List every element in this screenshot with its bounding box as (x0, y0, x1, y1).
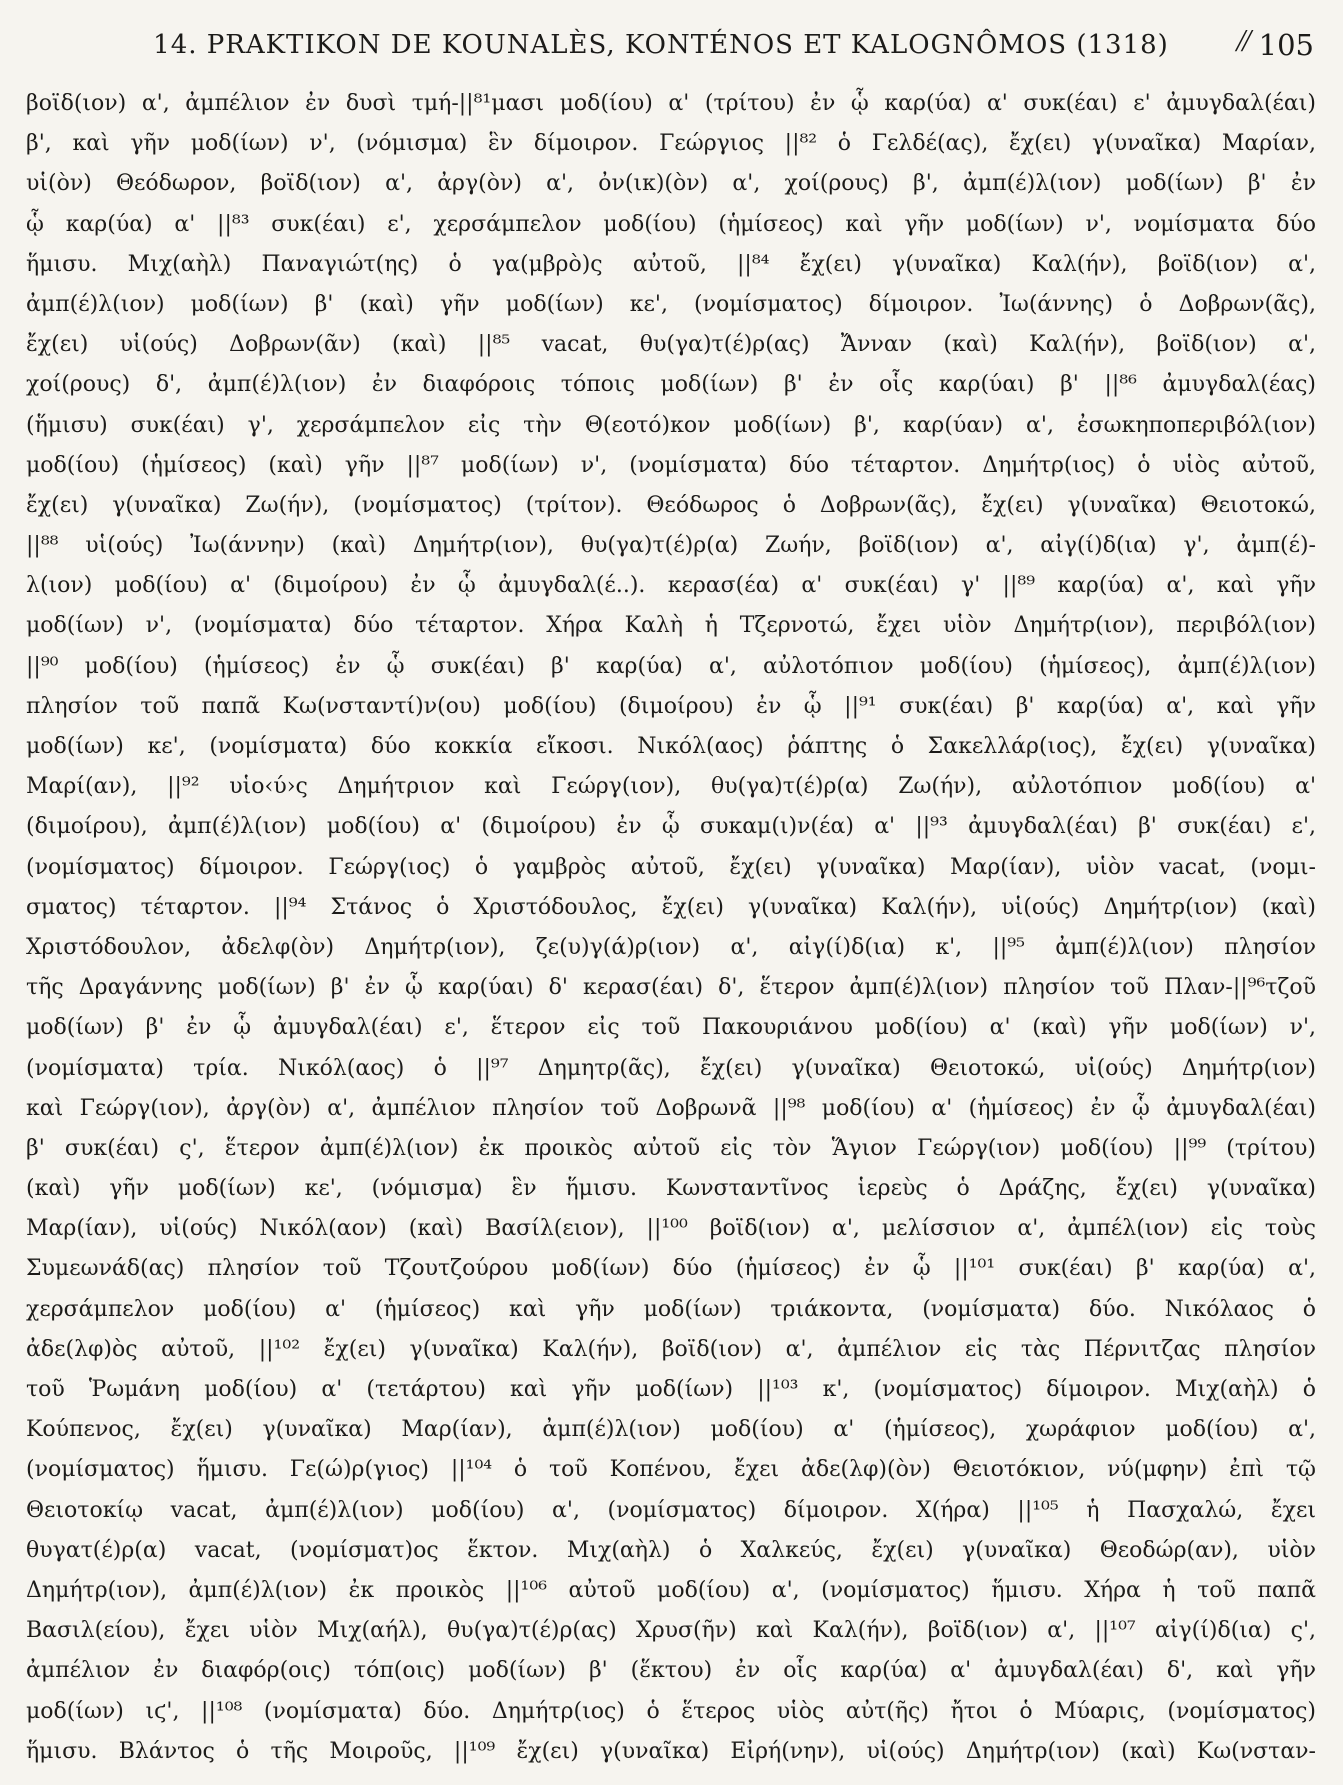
text-line: ἀμπέλιον ἐν διαφόρ(οις) τόπ(οις) μοδ(ίων) β' (ἕκτου) ἐν οἷς καρ(ύα) α' ἀμυγδαλ(έαι) δ', καὶ γῆν (26, 1658, 1316, 1684)
running-head (16, 22, 1314, 68)
text-line: βοϊδ(ιον) α', ἀμπέλιον ἐν δυσὶ τμή-||⁸¹μασι μοδ(ίου) α' (τρίτου) ἐν ᾧ καρ(ύα) α' συκ(έαι) ε' ἀμυγδαλ(έαι) (26, 91, 1316, 116)
text-line: χοί(ρους) δ', ἀμπ(έ)λ(ιον) ἐν διαφόροις τόποις μοδ(ίων) β' ἐν οἷς καρ(ύαι) β' ||⁸⁶ ἀμυγδαλ(έας) (26, 372, 1316, 398)
text-line: λ(ιον) μοδ(ίου) α' (διμοίρου) ἐν ᾧ ἀμυγδαλ(έ..). κερασ(έα) α' συκ(έαι) γ' ||⁸⁹ καρ(ύα) α', καὶ γῆν (26, 573, 1316, 599)
text-line: ἀδε(λφ)ὸς αὐτοῦ, ||¹⁰² ἔχ(ει) γ(υναῖκα) Καλ(ήν), βοϊδ(ιον) α', ἀμπέλιον εἰς τὰς Πέρνιτζας πλησίον (26, 1336, 1316, 1362)
text-line: ἥμισυ. Βλάντος ὁ τῆς Μοιροῦς, ||¹⁰⁹ ἔχ(ει) γ(υναῖκα) Εἰρή(νην), υἱ(ούς) Δημήτρ(ιον) (καὶ) Κω(νσταν- (26, 1738, 1316, 1764)
text-line: (διμοίρου), ἀμπ(έ)λ(ιον) μοδ(ίου) α' (διμοίρου) ἐν ᾧ συκαμ(ι)ν(έα) α' ||⁹³ ἀμυγδαλ(έαι) β' συκ(έαι) ε', (26, 814, 1316, 840)
text-line: σματος) τέταρτον. ||⁹⁴ Στάνος ὁ Χριστόδουλος, ἔχ(ει) γ(υναῖκα) Καλ(ήν), υἱ(ούς) Δημήτρ(ιον) (καὶ) (26, 894, 1316, 920)
page-number: 105 (1258, 28, 1314, 62)
text-line: (καὶ) γῆν μοδ(ίων) κε', (νόμισμα) ἓν ἥμισυ. Κωνσταντῖνος ἱερεὺς ὁ Δράζης, ἔχ(ει) γ(υναῖκα) (26, 1176, 1316, 1202)
text-line: β', καὶ γῆν μοδ(ίων) ν', (νόμισμα) ἓν δίμοιρον. Γεώργιος ||⁸² ὁ Γελδέ(ας), ἔχ(ει) γ(υναῖκα) Μαρίαν, (26, 131, 1316, 157)
running-title: 14. PRAKTIKON DE KOUNALÈS, KONTÉNOS ET KALOGNÔMOS (1318) (153, 30, 1169, 60)
text-line: μοδ(ίων) β' ἐν ᾧ ἀμυγδαλ(έαι) ε', ἕτερον εἰς τοῦ Πακουριάνου μοδ(ίου) α' (καὶ) γῆν μοδ(ίων) ν', (26, 1015, 1316, 1041)
text-line: χερσάμπελον μοδ(ίου) α' (ἡμίσεος) καὶ γῆν μοδ(ίων) τριάκοντα, (νομίσματα) δύο. Νικόλαος ὁ (26, 1296, 1316, 1322)
text-line: μοδ(ίων) ν', (νομίσματα) δύο τέταρτον. Χήρα Καλὴ ἡ Τζερνοτώ, ἔχει υἱὸν Δημήτρ(ιον), περιβόλ(ιον) (26, 613, 1316, 639)
text-line: Θειοτοκίῳ vacat, ἀμπ(έ)λ(ιον) μοδ(ίου) α', (νομίσματος) δίμοιρον. Χ(ήρα) ||¹⁰⁵ ἡ Πασχαλώ, ἔχει (26, 1497, 1316, 1523)
text-line: ἥμισυ. Μιχ(αὴλ) Παναγιώτ(ης) ὁ γα(μβρὸ)ς αὐτοῦ, ||⁸⁴ ἔχ(ει) γ(υναῖκα) Καλ(ήν), βοϊδ(ιον) α', (26, 251, 1316, 277)
text-line: τοῦ Ῥωμάνη μοδ(ίου) α' (τετάρτου) καὶ γῆν μοδ(ίων) ||¹⁰³ κ', (νομίσματος) δίμοιρον. Μιχ(αὴλ) ὁ (26, 1377, 1316, 1402)
text-line: μοδ(ίων) ιϛ', ||¹⁰⁸ (νομίσματα) δύο. Δημήτρ(ιος) ὁ ἕτερος υἱὸς αὐτ(ῆς) ἤτοι ὁ Μύαρις, (νομίσματος) (26, 1698, 1316, 1724)
text-line: θυγατ(έ)ρ(α) vacat, (νομίσματ)ος ἕκτον. Μιχ(αὴλ) ὁ Χαλκεύς, ἔχ(ει) γ(υναῖκα) Θεοδώρ(αν), υἱὸν (26, 1537, 1316, 1563)
text-line: Χριστόδουλον, ἀδελφ(ὸν) Δημήτρ(ιον), ζε(υ)γ(ά)ρ(ιον) α', αἰγ(ί)δ(ια) κ', ||⁹⁵ ἀμπ(έ)λ(ιον) πλησίον (26, 934, 1316, 960)
body-text (26, 84, 1316, 1772)
handwritten-mark: // (1236, 22, 1248, 58)
text-line: Δημήτρ(ιον), ἀμπ(έ)λ(ιον) ἐκ προικὸς ||¹⁰⁶ αὐτοῦ μοδ(ίου) α', (νομίσματος) ἥμισυ. Χήρα ἡ τοῦ παπᾶ (26, 1577, 1316, 1603)
text-line: πλησίον τοῦ παπᾶ Κω(νσταντί)ν(ου) μοδ(ίου) (διμοίρου) ἐν ᾧ ||⁹¹ συκ(έαι) β' καρ(ύα) α', καὶ γῆν (26, 693, 1316, 719)
text-line: Βασιλ(είου), ἔχει υἱὸν Μιχ(αήλ), θυ(γα)τ(έ)ρ(ας) Χρυσ(ῆν) καὶ Καλ(ήν), βοϊδ(ιον) α', ||¹⁰⁷ αἰγ(ί)δ(ια) ς', (26, 1618, 1316, 1644)
text-line: Κούπενος, ἔχ(ει) γ(υναῖκα) Μαρ(ίαν), ἀμπ(έ)λ(ιον) μοδ(ίου) α' (ἡμίσεος), χωράφιον μοδ(ίου) α', (26, 1417, 1316, 1443)
text-line: Μαρί(αν), ||⁹² υἱο‹ύ›ς Δημήτριον καὶ Γεώργ(ιον), θυ(γα)τ(έ)ρ(α) Ζω(ήν), αὐλοτόπιον μοδ(ίου) α' (26, 774, 1316, 800)
text-line: μοδ(ίων) κε', (νομίσματα) δύο κοκκία εἴκοσι. Νικόλ(αος) ῥάπτης ὁ Σακελλάρ(ιος), ἔχ(ει) γ(υναῖκα) (26, 734, 1316, 759)
text-line: ᾧ καρ(ύα) α' ||⁸³ συκ(έαι) ε', χερσάμπελον μοδ(ίου) (ἡμίσεος) καὶ γῆν μοδ(ίων) ν', νομίσματα δύο (26, 211, 1316, 237)
text-line: υἱ(ὸν) Θεόδωρον, βοϊδ(ιον) α', ἀργ(ὸν) α', ὀν(ικ)(ὸν) α', χοί(ρους) β', ἀμπ(έ)λ(ιον) μοδ(ίων) β' ἐν (26, 171, 1316, 197)
text-line: τῆς Δραγάννης μοδ(ίων) β' ἐν ᾧ καρ(ύαι) δ' κερασ(έαι) δ', ἕτερον ἀμπ(έ)λ(ιον) πλησίον τοῦ Πλαν-||⁹⁶τζοῦ (26, 975, 1316, 1001)
text-line: ἀμπ(έ)λ(ιον) μοδ(ίων) β' (καὶ) γῆν μοδ(ίων) κε', (νομίσματος) δίμοιρον. Ἰω(άννης) ὁ Δοβρων(ᾶς), (26, 291, 1316, 317)
text-line: Συμεωνάδ(ας) πλησίον τοῦ Τζουτζούρου μοδ(ίων) δύο (ἡμίσεος) ἐν ᾧ ||¹⁰¹ συκ(έαι) β' καρ(ύα) α', (26, 1256, 1316, 1282)
text-line: ||⁹⁰ μοδ(ίου) (ἡμίσεος) ἐν ᾧ συκ(έαι) β' καρ(ύα) α', αὐλοτόπιον μοδ(ίου) (ἡμίσεος), ἀμπ(έ)λ(ιον) (26, 653, 1316, 679)
text-line: ἔχ(ει) γ(υναῖκα) Ζω(ήν), (νομίσματος) (τρίτον). Θεόδωρος ὁ Δοβρων(ᾶς), ἔχ(ει) γ(υναῖκα) Θειοτοκώ, (26, 492, 1316, 518)
text-line: (νομίσματος) ἥμισυ. Γε(ώ)ρ(γιος) ||¹⁰⁴ ὁ τοῦ Κοπένου, ἔχει ἀδε(λφ)(ὸν) Θειοτόκιον, νύ(μφην) ἐπὶ τῷ (26, 1457, 1316, 1483)
text-line: ||⁸⁸ υἱ(ούς) Ἰω(άννην) (καὶ) Δημήτρ(ιον), θυ(γα)τ(έ)ρ(α) Ζωήν, βοϊδ(ιον) α', αἰγ(ί)δ(ια) γ', ἀμπ(έ)- (26, 533, 1316, 559)
text-line: καὶ Γεώργ(ιον), ἀργ(ὸν) α', ἀμπέλιον πλησίον τοῦ Δοβρωνᾶ ||⁹⁸ μοδ(ίου) α' (ἡμίσεος) ἐν ᾧ ἀμυγδαλ(έαι) (26, 1095, 1316, 1121)
text-line: μοδ(ίου) (ἡμίσεος) (καὶ) γῆν ||⁸⁷ μοδ(ίων) ν', (νομίσματα) δύο τέταρτον. Δημήτρ(ιος) ὁ υἱὸς αὐτοῦ, (26, 452, 1316, 478)
text-line: (ἥμισυ) συκ(έαι) γ', χερσάμπελον εἰς τὴν Θ(εοτό)κον μοδ(ίων) β', καρ(ύαν) α', ἐσωκηποπεριβόλ(ιον) (26, 412, 1316, 438)
text-line: (νομίσματα) τρία. Νικόλ(αος) ὁ ||⁹⁷ Δημητρ(ᾶς), ἔχ(ει) γ(υναῖκα) Θειοτοκώ, υἱ(ούς) Δημήτρ(ιον) (26, 1055, 1316, 1081)
text-line: ἔχ(ει) υἱ(ούς) Δοβρων(ᾶν) (καὶ) ||⁸⁵ vacat, θυ(γα)τ(έ)ρ(ας) Ἄνναν (καὶ) Καλ(ήν), βοϊδ(ιον) α', (26, 332, 1316, 358)
text-line: (νομίσματος) δίμοιρον. Γεώργ(ιος) ὁ γαμβρὸς αὐτοῦ, ἔχ(ει) γ(υναῖκα) Μαρ(ίαν), υἱὸν vacat, (νομι- (26, 854, 1316, 880)
text-line: β' συκ(έαι) ς', ἕτερον ἀμπ(έ)λ(ιον) ἐκ προικὸς αὐτοῦ εἰς τὸν Ἅγιον Γεώργ(ιον) μοδ(ίου) ||⁹⁹ (τρίτου) (26, 1135, 1316, 1161)
text-line: Μαρ(ίαν), υἱ(ούς) Νικόλ(αον) (καὶ) Βασίλ(ειον), ||¹⁰⁰ βοϊδ(ιον) α', μελίσσιον α', ἀμπέλ(ιον) εἰς τοὺς (26, 1216, 1316, 1242)
